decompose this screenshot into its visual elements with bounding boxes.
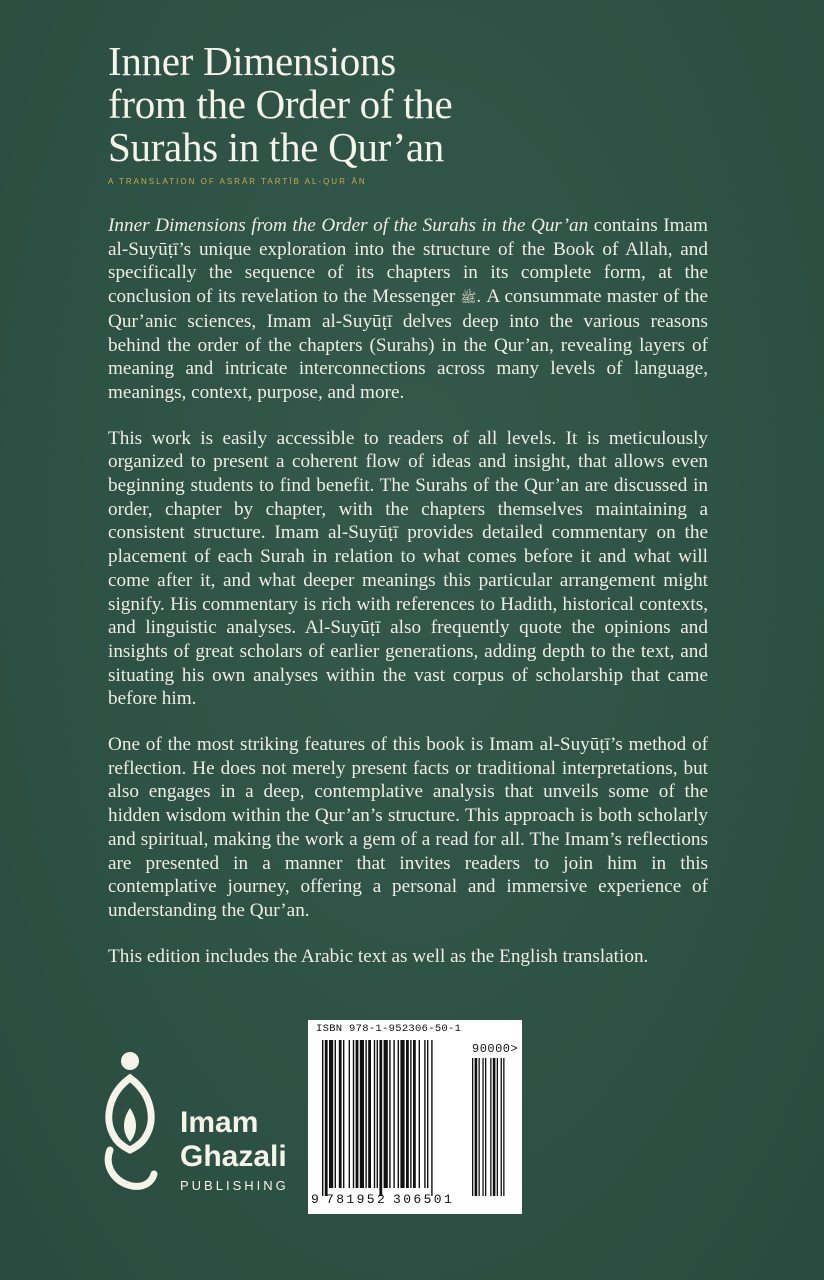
barcode-bar <box>343 1040 344 1188</box>
publisher-logo <box>100 1022 290 1222</box>
barcode-bar <box>374 1040 375 1188</box>
publisher-name-line-3: PUBLISHING <box>180 1178 289 1193</box>
title-line-2: from the Order of the <box>108 81 453 127</box>
book-title <box>108 40 728 169</box>
publisher-logo-icon <box>100 1050 180 1200</box>
barcode-bar <box>365 1040 366 1188</box>
blurb-paragraph-1 <box>108 214 708 405</box>
publisher-name-line-1: Imam <box>180 1106 259 1139</box>
barcode-addon-bar <box>503 1058 504 1196</box>
barcode-bar <box>377 1040 378 1188</box>
barcode-bar <box>329 1040 333 1188</box>
barcode-bar <box>353 1040 354 1188</box>
title-line-1: Inner Dimensions <box>108 38 396 84</box>
barcode-bar <box>393 1040 394 1188</box>
blurb-paragraph-2: This work is easily accessible to readers of all levels. It is meticulously organized to present a coherent flow of ideas and insight, that allows even beginning students to find benefit. The Surahs of the Qur’an are discussed in order, chapter by chapter, with the chapters themselves maintaining a consistent structure. Imam al-Suyūṭī provides detailed commentary on the placement of each Surah in relation to what comes before it and what will come after it, and what deeper meanings this particular arrangement might signify. His commentary is rich with references to Hadith, historical contexts, and linguistic analyses. Al-Suyūṭī also frequently quote the opinions and insights of great scholars of earlier generations, adding depth to the text, and situating his own analyses within the vast corpus of scholarship that came before him. <box>108 427 708 710</box>
barcode-first-digit: 9 <box>311 1192 319 1207</box>
barcode-addon-bar <box>485 1058 486 1196</box>
barcode-bar <box>379 1040 382 1196</box>
barcode-bar <box>398 1040 399 1188</box>
barcode-bar <box>389 1040 390 1188</box>
barcode-left-digits: 781952 <box>326 1192 388 1207</box>
isbn-label: ISBN 978-1-952306-50-1 <box>316 1023 462 1035</box>
publisher-name-line-2: Ghazali <box>180 1140 287 1173</box>
barcode-bar <box>400 1040 404 1188</box>
barcode-bar <box>406 1040 409 1188</box>
barcode-bar <box>368 1040 371 1188</box>
barcode-bar <box>410 1040 411 1188</box>
barcode-addon-bar <box>490 1058 491 1196</box>
barcode-bar <box>335 1040 336 1188</box>
barcode-bar <box>339 1040 342 1188</box>
barcode-bar <box>360 1040 364 1188</box>
book-subtitle: A TRANSLATION OF ASRĀR TARTĪB AL-QURʾĀN <box>108 177 367 186</box>
barcode-bar <box>427 1040 428 1188</box>
barcode-bar <box>384 1040 388 1188</box>
pbuh-glyph: ﷺ <box>460 290 477 306</box>
barcode-bar <box>325 1040 328 1196</box>
barcode-right-digits: 306501 <box>393 1192 455 1207</box>
barcode-addon-digits: 90000> <box>472 1042 519 1056</box>
barcode-bar <box>413 1040 416 1188</box>
barcode-addon-bar <box>497 1058 498 1196</box>
barcode-bar <box>424 1040 425 1188</box>
barcode-addon-bar <box>479 1058 480 1196</box>
title-block <box>108 40 728 186</box>
barcode-bar <box>349 1040 350 1188</box>
blurb <box>108 214 708 990</box>
barcode-addon-bar <box>482 1058 483 1196</box>
barcode-addon-bar <box>472 1058 473 1196</box>
blurb-paragraph-4: This edition includes the Arabic text as well as the English translation. <box>108 945 649 967</box>
title-line-3: Surahs in the Qur’an <box>108 124 444 170</box>
barcode-bar <box>419 1040 420 1188</box>
blurb-paragraph-3: One of the most striking features of this book is Imam al-Suyūṭī’s method of reflection. He does not merely present facts or traditional interpretations, but also engages in a deep, contemplative analysis that unveils some of the hidden wisdom within the Qur’an’s structure. This approach is both scholarly and spiritual, making the work a gem of a read for all. The Imam’s reflections are presented in a manner that invites readers to join him in this contemplative journey, offering a personal and immersive experience of understanding the Qur’an. <box>108 734 708 921</box>
barcode-addon-bar <box>493 1058 496 1196</box>
barcode-bar <box>356 1040 359 1188</box>
barcode-addon-bar <box>475 1058 478 1196</box>
blurb-p1-text-b: . A consummate master of the Qur’anic sciences, Imam al-Suyūṭī delves deep into the various reasons behind the order of the chapters (Surahs) in the Qur’an, revealing layers of meaning and intricate interconnections across many levels of language, meanings, context, purpose, and more. <box>108 286 708 403</box>
blurb-book-title: Inner Dimensions from the Order of the Surahs in the Qur’an <box>108 215 589 236</box>
barcode-bar <box>322 1040 323 1196</box>
barcode-addon-bar <box>501 1058 502 1196</box>
barcode <box>308 1020 522 1214</box>
blurb-p1-text-a: contains Imam al-Suyūṭī’s unique exploration into the structure of the Book of Allah, and specifically the sequence of its chapters in its complete form, at the conclusion of its revelation to the Messenger <box>108 215 708 308</box>
barcode-bar <box>431 1040 432 1196</box>
